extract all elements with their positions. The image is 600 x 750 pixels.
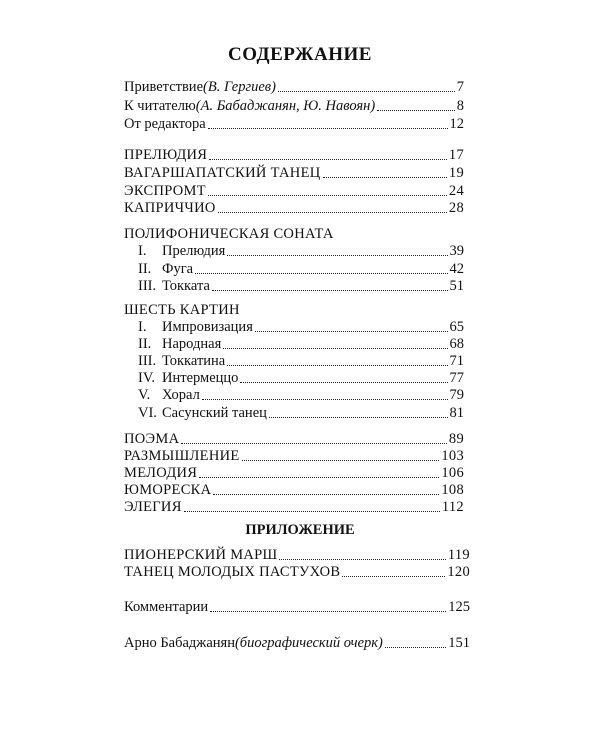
leader-dots bbox=[184, 511, 440, 512]
page-number: 89 bbox=[448, 431, 464, 447]
page-number: 79 bbox=[449, 387, 464, 403]
toc-entry bbox=[124, 97, 464, 115]
toc-entry bbox=[124, 78, 464, 96]
entry-label: КАПРИЧЧИО bbox=[124, 200, 216, 216]
page-number: 24 bbox=[448, 183, 464, 199]
page-number: 112 bbox=[441, 499, 464, 515]
entry-label: Прелюдия bbox=[162, 243, 226, 259]
leader-dots bbox=[195, 273, 447, 274]
entry-label: Комментарии bbox=[124, 599, 209, 615]
page-number: 108 bbox=[441, 482, 464, 498]
entry-label: ТАНЕЦ МОЛОДЫХ ПАСТУХОВ bbox=[124, 564, 341, 580]
leader-dots bbox=[227, 255, 447, 256]
toc-entry bbox=[124, 430, 464, 448]
entry-number: IV. bbox=[138, 370, 156, 386]
entry-label: ЮМОРЕСКА bbox=[124, 482, 212, 498]
toc-entry bbox=[124, 563, 470, 581]
toc-entry bbox=[138, 318, 464, 336]
entry-label: Интермеццо bbox=[162, 370, 239, 386]
page-number: 77 bbox=[449, 370, 464, 386]
toc-entry bbox=[124, 481, 464, 499]
toc-entry bbox=[138, 242, 464, 260]
page-number: 125 bbox=[448, 599, 470, 615]
toc-entry bbox=[138, 335, 464, 353]
entry-label: Фуга bbox=[162, 261, 194, 277]
entry-number: III. bbox=[138, 353, 157, 369]
toc-entry bbox=[124, 598, 470, 616]
leader-dots bbox=[242, 460, 440, 461]
entry-label: От редактора bbox=[124, 116, 206, 132]
leader-dots bbox=[279, 559, 445, 560]
page-number: 103 bbox=[441, 448, 464, 464]
toc-entry bbox=[138, 277, 464, 295]
entry-label: Народная bbox=[162, 336, 222, 352]
leader-dots bbox=[208, 128, 448, 129]
toc-entry bbox=[138, 404, 464, 422]
leader-dots bbox=[212, 290, 448, 291]
page-number: 68 bbox=[449, 336, 464, 352]
page-number: 119 bbox=[447, 547, 470, 563]
page-number: 12 bbox=[449, 116, 464, 132]
entry-label: ВАГАРШАПАТСКИЙ ТАНЕЦ bbox=[124, 165, 321, 181]
entry-label: Приветствие bbox=[124, 79, 204, 95]
toc-entry bbox=[138, 386, 464, 404]
page-title: СОДЕРЖАНИЕ bbox=[228, 44, 372, 65]
toc-entry bbox=[138, 260, 464, 278]
entry-note: (биографический очерк) bbox=[234, 635, 383, 651]
page-number: 106 bbox=[441, 465, 464, 481]
entry-label: Импровизация bbox=[162, 319, 253, 335]
entry-label: ЭЛЕГИЯ bbox=[124, 499, 182, 515]
entry-label: ПОЭМА bbox=[124, 431, 180, 447]
toc-entry bbox=[124, 546, 470, 564]
leader-dots bbox=[209, 159, 447, 160]
entry-number: I. bbox=[138, 243, 147, 259]
entry-label: РАЗМЫШЛЕНИЕ bbox=[124, 448, 240, 464]
page-number: 51 bbox=[449, 278, 464, 294]
entry-label: Арно Бабаджанян bbox=[124, 635, 235, 651]
entry-number: II. bbox=[138, 261, 152, 277]
leader-dots bbox=[278, 91, 455, 92]
leader-dots bbox=[199, 477, 439, 478]
toc-entry bbox=[124, 146, 464, 164]
toc-entry bbox=[138, 369, 464, 387]
toc-entry bbox=[124, 115, 464, 133]
leader-dots bbox=[181, 443, 447, 444]
leader-dots bbox=[213, 494, 439, 495]
page-number: 81 bbox=[449, 405, 464, 421]
entry-number: VI. bbox=[138, 405, 157, 421]
toc-entry bbox=[124, 464, 464, 482]
entry-label: К читателю bbox=[124, 98, 196, 114]
leader-dots bbox=[323, 177, 447, 178]
page-number: 28 bbox=[448, 200, 464, 216]
entry-label: ПИОНЕРСКИЙ МАРШ bbox=[124, 547, 278, 563]
entry-note: (А. Бабаджанян, Ю. Навоян) bbox=[195, 98, 376, 114]
toc-entry bbox=[124, 447, 464, 465]
entry-label: ПРЕЛЮДИЯ bbox=[124, 147, 208, 163]
leader-dots bbox=[377, 110, 455, 111]
page-number: 120 bbox=[447, 564, 470, 580]
leader-dots bbox=[218, 212, 447, 213]
entry-label: Сасунский танец bbox=[162, 405, 267, 421]
entry-number: II. bbox=[138, 336, 152, 352]
entry-label: Хорал bbox=[162, 387, 200, 403]
leader-dots bbox=[342, 576, 445, 577]
page-number: 71 bbox=[449, 353, 464, 369]
leader-dots bbox=[240, 382, 447, 383]
leader-dots bbox=[223, 348, 447, 349]
leader-dots bbox=[208, 195, 447, 196]
section-heading: ПОЛИФОНИЧЕСКАЯ СОНАТА bbox=[124, 226, 334, 242]
toc-entry bbox=[124, 182, 464, 200]
entry-number: I. bbox=[138, 319, 147, 335]
page-number: 8 bbox=[456, 98, 464, 114]
entry-number: III. bbox=[138, 278, 157, 294]
leader-dots bbox=[210, 611, 446, 612]
toc-entry bbox=[124, 164, 464, 182]
entry-note: (В. Гергиев) bbox=[203, 79, 276, 95]
page-number: 42 bbox=[449, 261, 464, 277]
leader-dots bbox=[269, 417, 448, 418]
entry-label: Токката bbox=[162, 278, 210, 294]
page-number: 17 bbox=[448, 147, 464, 163]
toc-entry bbox=[138, 352, 464, 370]
toc-entry bbox=[124, 498, 464, 516]
entry-label: Токкатина bbox=[162, 353, 226, 369]
leader-dots bbox=[255, 331, 448, 332]
page-number: 151 bbox=[448, 635, 470, 651]
leader-dots bbox=[227, 365, 447, 366]
toc-entry bbox=[124, 199, 464, 217]
page-number: 7 bbox=[456, 79, 464, 95]
leader-dots bbox=[385, 647, 446, 648]
entry-label: МЕЛОДИЯ bbox=[124, 465, 198, 481]
section-heading: ШЕСТЬ КАРТИН bbox=[124, 302, 240, 318]
page-number: 39 bbox=[449, 243, 464, 259]
leader-dots bbox=[202, 399, 448, 400]
toc-entry bbox=[124, 634, 470, 652]
page-number: 19 bbox=[448, 165, 464, 181]
entry-number: V. bbox=[138, 387, 151, 403]
entry-label: ЭКСПРОМТ bbox=[124, 183, 206, 199]
page-number: 65 bbox=[449, 319, 464, 335]
appendix-title: ПРИЛОЖЕНИЕ bbox=[245, 522, 355, 538]
